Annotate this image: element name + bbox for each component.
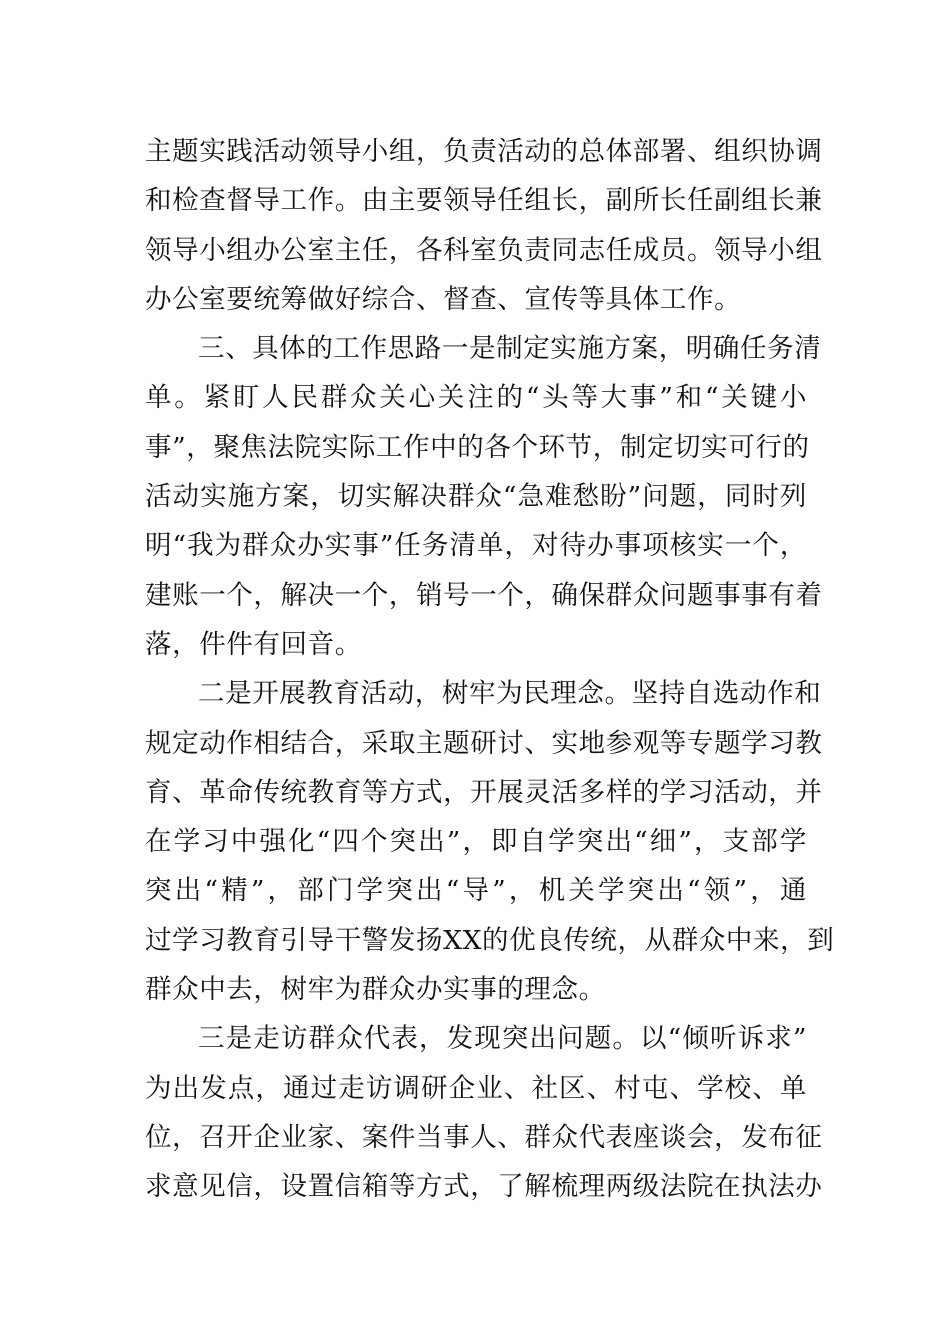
text-line: 求意见信，设置信箱等方式，了解梳理两级法院在执法办 bbox=[145, 1171, 823, 1203]
paragraph-first-line: 三是走访群众代表，发现突出问题。以“倾听诉求” bbox=[198, 1023, 807, 1055]
text-line: 规定动作相结合，采取主题研讨、实地参观等专题学习教 bbox=[145, 727, 823, 759]
text-line: 为出发点，通过走访调研企业、社区、村屯、学校、单 bbox=[145, 1072, 807, 1104]
text-line: 领导小组办公室主任，各科室负责同志任成员。领导小组 bbox=[145, 234, 823, 266]
text-line: 单。紧盯人民群众关心关注的“头等大事”和“关键小 bbox=[145, 382, 807, 414]
text-line: 和检查督导工作。由主要领导任组长，副所长任副组长兼 bbox=[145, 185, 823, 217]
paragraph-first-line: 二是开展教育活动，树牢为民理念。坚持自选动作和 bbox=[198, 678, 822, 710]
text-line: 事”，聚焦法院实际工作中的各个环节，制定切实可行的 bbox=[145, 431, 810, 463]
text-line: 位，召开企业家、案件当事人、群众代表座谈会，发布征 bbox=[145, 1121, 823, 1153]
text-line: 过学习教育引导干警发扬XX的优良传统，从群众中来，到 bbox=[145, 924, 835, 956]
text-line: 建账一个，解决一个，销号一个，确保群众问题事事有着 bbox=[145, 579, 823, 611]
text-line: 明“我为群众办实事”任务清单，对待办事项核实一个， bbox=[145, 530, 807, 562]
text-line: 群众中去，树牢为群众办实事的理念。 bbox=[145, 974, 606, 1006]
paragraph-first-line: 三、具体的工作思路一是制定实施方案，明确任务清 bbox=[198, 333, 822, 365]
text-line: 突出“精”，部门学突出“导”，机关学突出“领”，通 bbox=[145, 875, 807, 907]
text-line: 在学习中强化“四个突出”，即自学突出“细”，支部学 bbox=[145, 826, 807, 858]
text-line: 主题实践活动领导小组，负责活动的总体部署、组织协调 bbox=[145, 136, 823, 167]
document-body bbox=[145, 127, 835, 1212]
text-line: 育、革命传统教育等方式，开展灵活多样的学习活动，并 bbox=[145, 776, 823, 808]
text-line: 活动实施方案，切实解决群众“急难愁盼”问题，同时列 bbox=[145, 481, 807, 513]
text-line: 落，件件有回音。 bbox=[145, 628, 362, 660]
text-line: 办公室要统筹做好综合、督查、宣传等具体工作。 bbox=[145, 283, 742, 315]
